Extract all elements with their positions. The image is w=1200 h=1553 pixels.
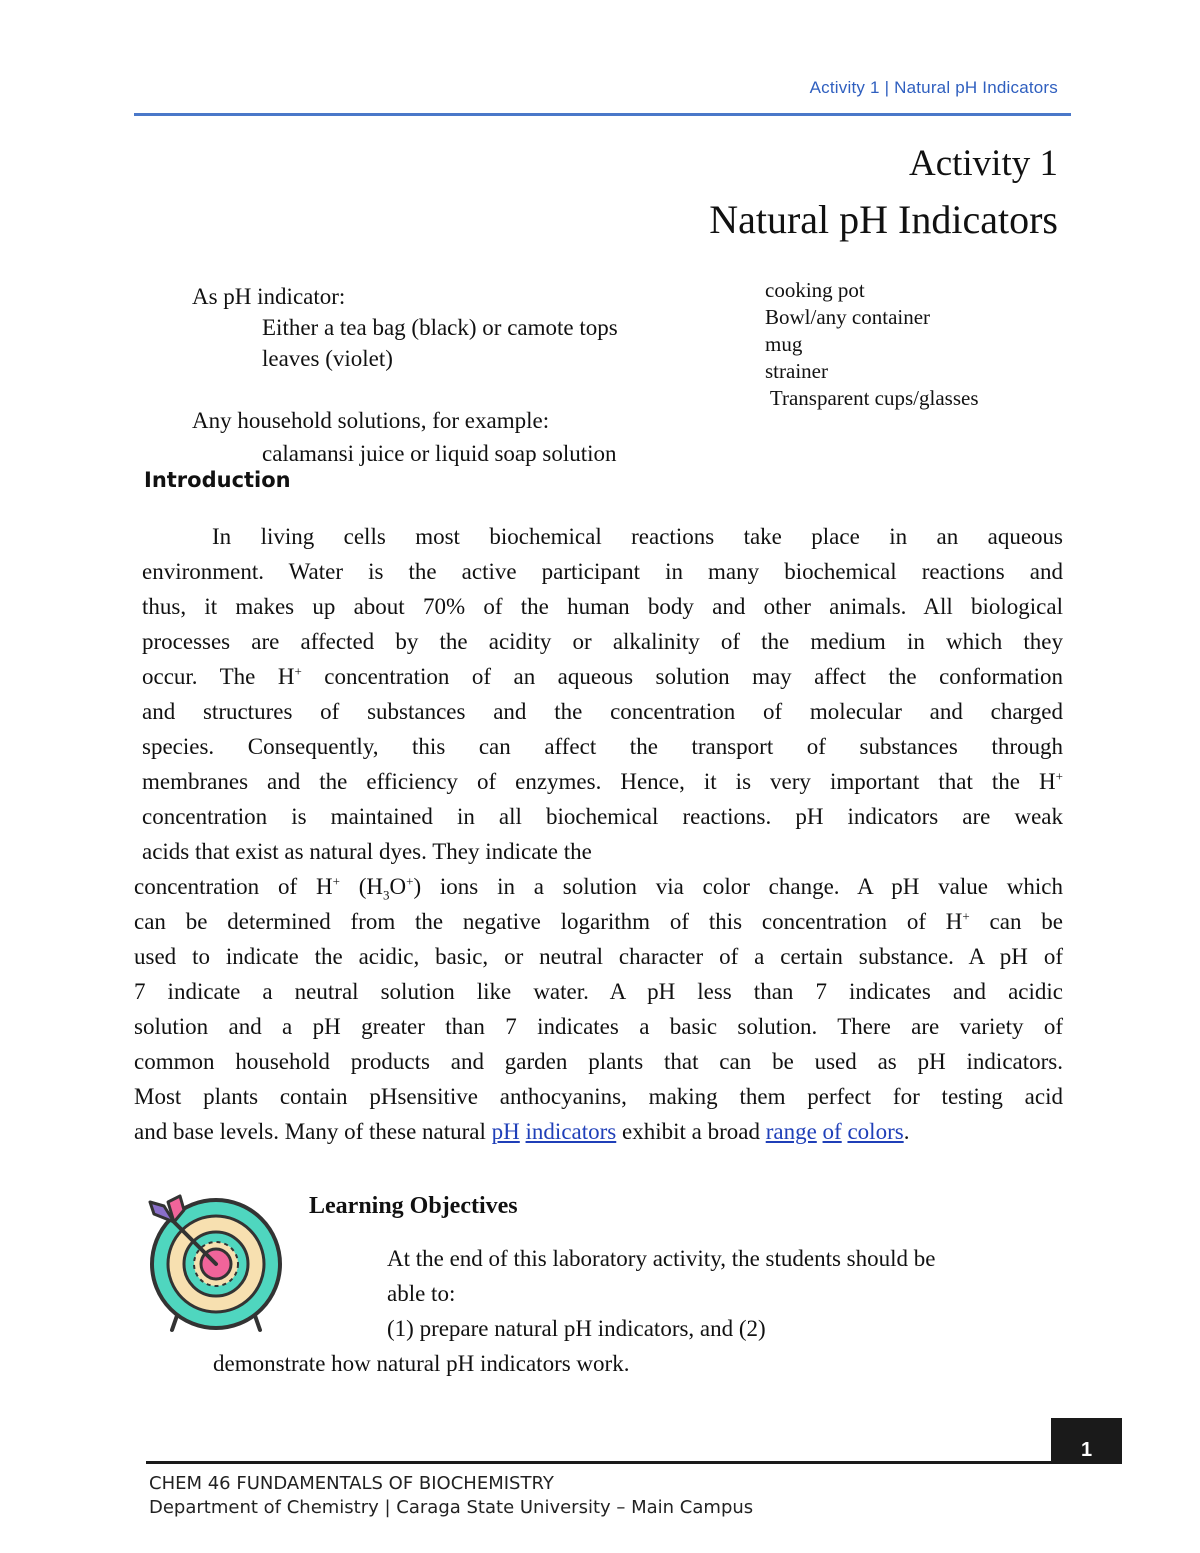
link-of[interactable]: of (822, 1119, 842, 1144)
text-run: (H (339, 874, 383, 899)
superscript-plus: + (294, 663, 302, 679)
text-run: occur. The H (142, 664, 295, 689)
running-header: Activity 1 | Natural pH Indicators (809, 78, 1058, 97)
text-line: species. Consequently, this can affect the transport of substances through (142, 734, 1063, 759)
text-line: 7 indicate a neutral solution like water. A pH less than 7 indicates and acidic (134, 979, 1063, 1004)
footer-rule (146, 1461, 1052, 1464)
text-line: environment. Water is the active participant in many biochemical reactions and (142, 559, 1063, 584)
text-run: membranes and the efficiency of enzymes. Hence, it is very important that the H (142, 769, 1056, 794)
footer-department: Department of Chemistry | Caraga State University – Main Campus (149, 1497, 754, 1518)
page-number: 1 (1051, 1418, 1122, 1464)
objectives-line: able to: (387, 1281, 456, 1306)
text-run: exhibit a broad (616, 1119, 766, 1144)
objectives-line: demonstrate how natural pH indicators work. (213, 1351, 630, 1376)
text-run: concentration of H (134, 874, 333, 899)
superscript-plus: + (332, 873, 340, 889)
subscript-three: 3 (382, 887, 390, 903)
text-line: Most plants contain pHsensitive anthocyanins, making them perfect for testing acid (134, 1084, 1063, 1109)
text-line: acids that exist as natural dyes. They indicate the (142, 839, 592, 864)
link-range[interactable]: range (765, 1119, 817, 1144)
text-run: can be determined from the negative logarithm of this concentration of H (134, 909, 963, 934)
text-run: and base levels. Many of these natural (134, 1119, 492, 1144)
superscript-plus: + (406, 873, 414, 889)
ph-indicator-line1: Either a tea bag (black) or camote tops (262, 315, 618, 340)
tools-list (765, 277, 979, 412)
ph-indicator-label: As pH indicator: (192, 284, 346, 309)
activity-number: Activity 1 (908, 143, 1058, 184)
solutions-item: calamansi juice or liquid soap solution (262, 441, 617, 466)
target-icon (146, 1192, 286, 1339)
superscript-plus: + (962, 908, 970, 924)
text-line: thus, it makes up about 70% of the human body and other animals. All biological (142, 594, 1063, 619)
superscript-plus: + (1055, 768, 1063, 784)
tool-item: Bowl/any container (765, 305, 931, 329)
text-line: processes are affected by the acidity or alkalinity of the medium in which they (142, 629, 1063, 654)
tool-item: mug (765, 332, 803, 356)
text-line: concentration is maintained in all biochemical reactions. pH indicators are weak (142, 804, 1063, 829)
learning-objectives-heading: Learning Objectives (309, 1193, 518, 1219)
intro-paragraph-2 (134, 869, 1063, 1149)
tool-item: strainer (765, 359, 828, 383)
tool-item: cooking pot (765, 278, 865, 302)
text-run: ) ions in a solution via color change. A pH value which (413, 874, 1063, 899)
objectives-line: At the end of this laboratory activity, the students should be (387, 1246, 936, 1271)
text-line: solution and a pH greater than 7 indicates a basic solution. There are variety of (134, 1014, 1063, 1039)
link-indicators[interactable]: indicators (525, 1119, 617, 1144)
ph-indicator-line2: leaves (violet) (262, 346, 393, 371)
introduction-heading: Introduction (144, 468, 291, 492)
text-line (142, 659, 1063, 694)
text-line: used to indicate the acidic, basic, or neutral character of a certain substance. A pH of (134, 944, 1063, 969)
header-rule (134, 113, 1071, 116)
text-line (142, 764, 1063, 799)
text-line (134, 1114, 1063, 1149)
intro-paragraph-1 (142, 519, 1063, 869)
text-run: can be (969, 909, 1063, 934)
text-run: concentration of an aqueous solution may affect the conformation (301, 664, 1063, 689)
link-ph[interactable]: pH (491, 1119, 520, 1144)
text-line (134, 869, 1063, 904)
link-colors[interactable]: colors (847, 1119, 904, 1144)
text-run: . (903, 1119, 910, 1144)
activity-title: Natural pH Indicators (709, 197, 1058, 242)
text-line: In living cells most biochemical reactions take place in an aqueous (212, 524, 1063, 549)
objectives-line: (1) prepare natural pH indicators, and (2) (387, 1316, 766, 1341)
solutions-label: Any household solutions, for example: (192, 408, 550, 433)
text-run: O (389, 874, 407, 899)
text-line: and structures of substances and the concentration of molecular and charged (142, 699, 1063, 724)
text-line (134, 904, 1063, 939)
text-line: common household products and garden plants that can be used as pH indicators. (134, 1049, 1063, 1074)
footer-course: CHEM 46 FUNDAMENTALS OF BIOCHEMISTRY (149, 1473, 554, 1494)
tool-item: Transparent cups/glasses (765, 386, 979, 410)
